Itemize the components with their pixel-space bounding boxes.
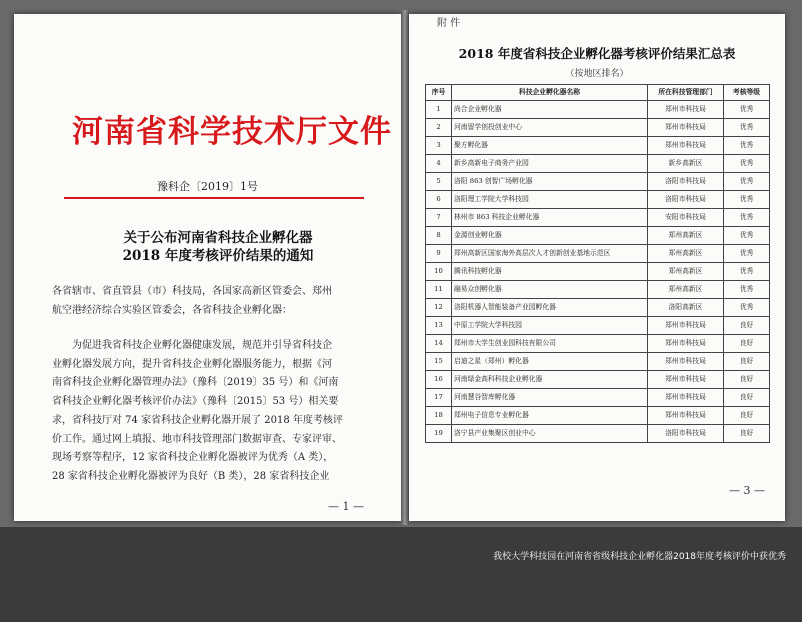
addressee-line: 各省辖市、省直管县（市）科技局，各国家高新区管委会、郑州 (52, 286, 332, 297)
cell-grade: 优秀 (724, 137, 770, 155)
table-row (426, 173, 770, 191)
cell-no: 18 (426, 407, 452, 425)
cell-grade: 优秀 (724, 299, 770, 317)
cell-no: 16 (426, 371, 452, 389)
cell-grade: 良好 (724, 353, 770, 371)
cell-name: 中原工学院大学科技园 (452, 317, 648, 335)
table-row (426, 209, 770, 227)
body-line: 现场考察等程序，12 家省科技企业孵化器被评为优秀（A 类）， (52, 452, 334, 464)
cell-name: 洛阳理工学院大学科技园 (452, 191, 648, 209)
document-number: 豫科企〔2019〕1号 (157, 180, 258, 193)
body-line: 价工作。通过网上填报、地市科技管理部门数据审查、专家评审、 (52, 433, 342, 445)
cell-name: 聚方孵化器 (452, 137, 648, 155)
table-row (426, 425, 770, 443)
cell-no: 8 (426, 227, 452, 245)
table-header-row (426, 85, 770, 101)
notice-title-line: 2018 年度考核评价结果的通知 (122, 248, 314, 264)
notice-title-line: 关于公布河南省科技企业孵化器 (123, 230, 313, 246)
cell-grade: 优秀 (724, 191, 770, 209)
cell-no: 1 (426, 101, 452, 119)
table-row (426, 371, 770, 389)
cell-grade: 优秀 (724, 101, 770, 119)
cell-name: 郑州高新区国家海外高层次人才创新创业基地示范区 (452, 245, 648, 263)
cell-no: 7 (426, 209, 452, 227)
body-line: 省科技企业孵化器考核评价办法》（豫科〔2015〕53 号）相关要 (52, 396, 339, 408)
table-row (426, 281, 770, 299)
cell-no: 6 (426, 191, 452, 209)
image-caption: 我校大学科技园在河南省省级科技企业孵化器2018年度考核评价中获优秀 (493, 552, 786, 562)
cell-name: 洛阳机器人智能装备产业园孵化器 (452, 299, 648, 317)
cell-name: 郑州电子信息专业孵化器 (452, 407, 648, 425)
cell-dept: 郑州市科技局 (648, 407, 724, 425)
cell-grade: 优秀 (724, 245, 770, 263)
left-page (14, 14, 401, 521)
table-row (426, 335, 770, 353)
cell-dept: 安阳市科技局 (648, 209, 724, 227)
cell-name: 融易众创孵化器 (452, 281, 648, 299)
cell-no: 2 (426, 119, 452, 137)
page-number: — 1 — (328, 500, 364, 513)
cell-dept: 洛阳市科技局 (648, 173, 724, 191)
cell-dept: 洛阳高新区 (648, 299, 724, 317)
body-line: 28 家省科技企业孵化器被评为良好（B 类），28 家省科技企业 (52, 470, 330, 482)
cell-no: 4 (426, 155, 452, 173)
table-body (426, 101, 770, 443)
table-row (426, 119, 770, 137)
table-subtitle: （按地区排名） (565, 69, 629, 79)
table-row (426, 155, 770, 173)
cell-grade: 良好 (724, 335, 770, 353)
body-line: 求，省科技厅对 74 家省科技企业孵化器开展了 2018 年度考核评 (52, 414, 343, 426)
cell-dept: 郑州市科技局 (648, 371, 724, 389)
cell-name: 新乡高新电子商务产业园 (452, 155, 648, 173)
attachment-label: 附 件 (437, 18, 461, 29)
cell-dept: 郑州高新区 (648, 227, 724, 245)
table-row (426, 245, 770, 263)
cell-grade: 优秀 (724, 155, 770, 173)
notice-title (78, 229, 358, 265)
column-header: 序号 (426, 85, 452, 101)
cell-dept: 郑州高新区 (648, 263, 724, 281)
cell-no: 13 (426, 317, 452, 335)
document-header-title: 河南省科学技术厅文件 (72, 114, 392, 150)
red-divider (64, 197, 364, 199)
table-row (426, 101, 770, 119)
body-line: 为促进我省科技企业孵化器健康发展，规范并引导省科技企 (72, 340, 332, 351)
page-number: — 3 — (729, 484, 765, 497)
cell-no: 17 (426, 389, 452, 407)
table-row (426, 317, 770, 335)
cell-grade: 良好 (724, 317, 770, 335)
cell-name: 启迪之星（郑州）孵化器 (452, 353, 648, 371)
cell-name: 林州市 863 科技企业孵化器 (452, 209, 648, 227)
cell-name: 河南留学创投创业中心 (452, 119, 648, 137)
table-row (426, 407, 770, 425)
cell-name: 洛阳 863 创智广场孵化器 (452, 173, 648, 191)
cell-name: 郑州市大学生创业园科技有限公司 (452, 335, 648, 353)
cell-grade: 良好 (724, 389, 770, 407)
page-spine (401, 10, 409, 525)
cell-name: 腾讯科技孵化器 (452, 263, 648, 281)
notice-body (52, 337, 372, 487)
cell-dept: 郑州高新区 (648, 245, 724, 263)
cell-no: 15 (426, 353, 452, 371)
cell-name: 金源创业孵化器 (452, 227, 648, 245)
cell-dept: 郑州市科技局 (648, 353, 724, 371)
cell-dept: 新乡高新区 (648, 155, 724, 173)
table-row (426, 191, 770, 209)
cell-no: 3 (426, 137, 452, 155)
body-line: 南省科技企业孵化器管理办法》（豫科〔2019〕35 号）和《河南 (52, 377, 339, 389)
cell-no: 12 (426, 299, 452, 317)
table-row (426, 137, 770, 155)
cell-dept: 郑州高新区 (648, 281, 724, 299)
cell-dept: 洛阳市科技局 (648, 191, 724, 209)
addressee-line: 航空港经济综合实验区管委会，各省科技企业孵化器： (52, 305, 292, 316)
cell-no: 10 (426, 263, 452, 281)
cell-dept: 郑州市科技局 (648, 137, 724, 155)
cell-name: 河南慧谷智库孵化器 (452, 389, 648, 407)
table-row (426, 263, 770, 281)
addressee (52, 282, 372, 320)
cell-no: 14 (426, 335, 452, 353)
cell-dept: 郑州市科技局 (648, 119, 724, 137)
cell-dept: 郑州市科技局 (648, 317, 724, 335)
cell-grade: 优秀 (724, 281, 770, 299)
right-page (409, 14, 785, 521)
cell-name: 洛宁县产业集聚区创业中心 (452, 425, 648, 443)
cell-grade: 良好 (724, 407, 770, 425)
table-row (426, 389, 770, 407)
cell-grade: 良好 (724, 371, 770, 389)
cell-no: 9 (426, 245, 452, 263)
body-line: 业孵化器发展方向，提升省科技企业孵化器服务能力，根据《河 (52, 358, 332, 370)
cell-no: 11 (426, 281, 452, 299)
cell-dept: 郑州市科技局 (648, 335, 724, 353)
table-row (426, 353, 770, 371)
column-header: 所在科技管理部门 (648, 85, 724, 101)
table-row (426, 299, 770, 317)
cell-no: 5 (426, 173, 452, 191)
table-title: 2018 年度省科技企业孵化器考核评价结果汇总表 (458, 46, 736, 61)
cell-no: 19 (426, 425, 452, 443)
cell-grade: 优秀 (724, 209, 770, 227)
cell-grade: 良好 (724, 425, 770, 443)
column-header: 科技企业孵化器名称 (452, 85, 648, 101)
cell-dept: 洛阳市科技局 (648, 425, 724, 443)
cell-grade: 优秀 (724, 173, 770, 191)
table-row (426, 227, 770, 245)
caption-bar (0, 527, 802, 622)
column-header: 考核等级 (724, 85, 770, 101)
cell-grade: 优秀 (724, 119, 770, 137)
cell-dept: 郑州市科技局 (648, 389, 724, 407)
results-table (425, 84, 770, 443)
cell-name: 河南绿金高科科技企业孵化器 (452, 371, 648, 389)
cell-grade: 优秀 (724, 227, 770, 245)
cell-grade: 优秀 (724, 263, 770, 281)
cell-name: 尚合企业孵化器 (452, 101, 648, 119)
cell-dept: 郑州市科技局 (648, 101, 724, 119)
